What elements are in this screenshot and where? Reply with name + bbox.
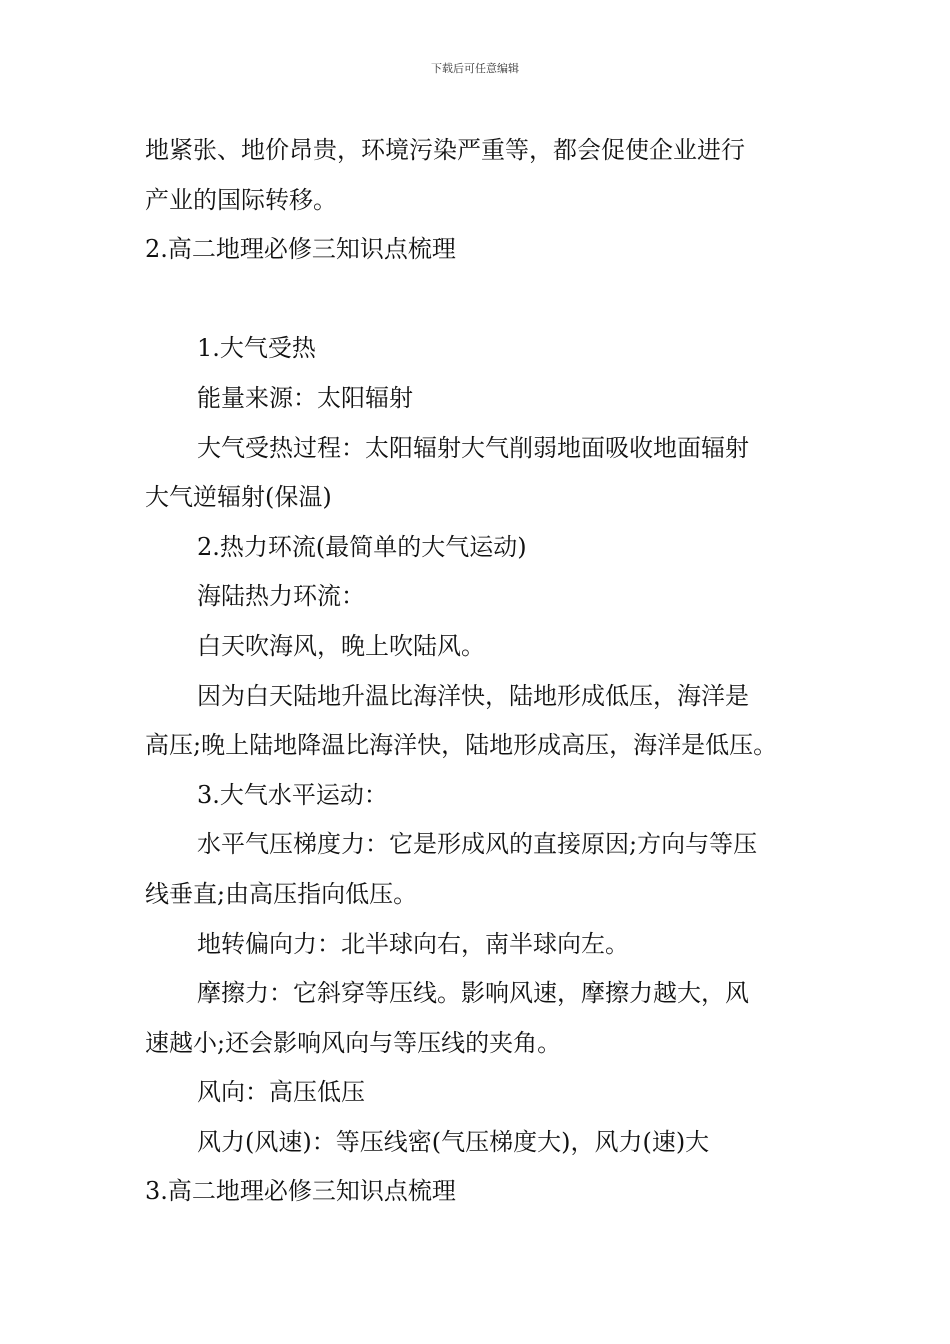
- text-line: 水平气压梯度力：它是形成风的直接原因;方向与等压: [197, 830, 758, 859]
- text-line: 摩擦力：它斜穿等压线。影响风速，摩擦力越大，风: [197, 979, 749, 1008]
- text-line: 高压;晚上陆地降温比海洋快，陆地形成高压，海洋是低压。: [145, 731, 778, 760]
- document-body: [145, 126, 810, 1217]
- text-line: 地转偏向力：北半球向右，南半球向左。: [197, 929, 629, 958]
- text-line: 因为白天陆地升温比海洋快，陆地形成低压，海洋是: [197, 681, 749, 710]
- section-heading: 2.高二地理必修三知识点梳理: [145, 235, 456, 264]
- text-line: 能量来源：太阳辐射: [197, 383, 413, 412]
- text-line: 大气受热过程：太阳辐射大气削弱地面吸收地面辐射: [197, 433, 749, 462]
- subsection-heading: 1.大气受热: [197, 334, 316, 363]
- text-line: 白天吹海风，晚上吹陆风。: [197, 631, 485, 660]
- text-line: 地紧张、地价昂贵，环境污染严重等，都会促使企业进行: [145, 136, 745, 164]
- text-line: 产业的国际转移。: [145, 185, 337, 214]
- subsection-heading: 2.热力环流(最简单的大气运动): [197, 532, 527, 561]
- section-heading: 3.高二地理必修三知识点梳理: [145, 1177, 456, 1206]
- text-line: 速越小;还会影响风向与等压线的夹角。: [145, 1028, 562, 1057]
- text-line: 风力(风速)：等压线密(气压梯度大)，风力(速)大: [197, 1127, 710, 1156]
- blank-line: [145, 275, 810, 325]
- text-line: 海陆热力环流：: [197, 582, 365, 611]
- text-line: 风向：高压低压: [197, 1078, 365, 1107]
- text-line: 大气逆辐射(保温): [145, 483, 332, 512]
- page-header: 下载后可任意编辑: [431, 62, 519, 75]
- subsection-heading: 3.大气水平运动：: [197, 780, 388, 809]
- text-line: 线垂直;由高压指向低压。: [145, 879, 418, 908]
